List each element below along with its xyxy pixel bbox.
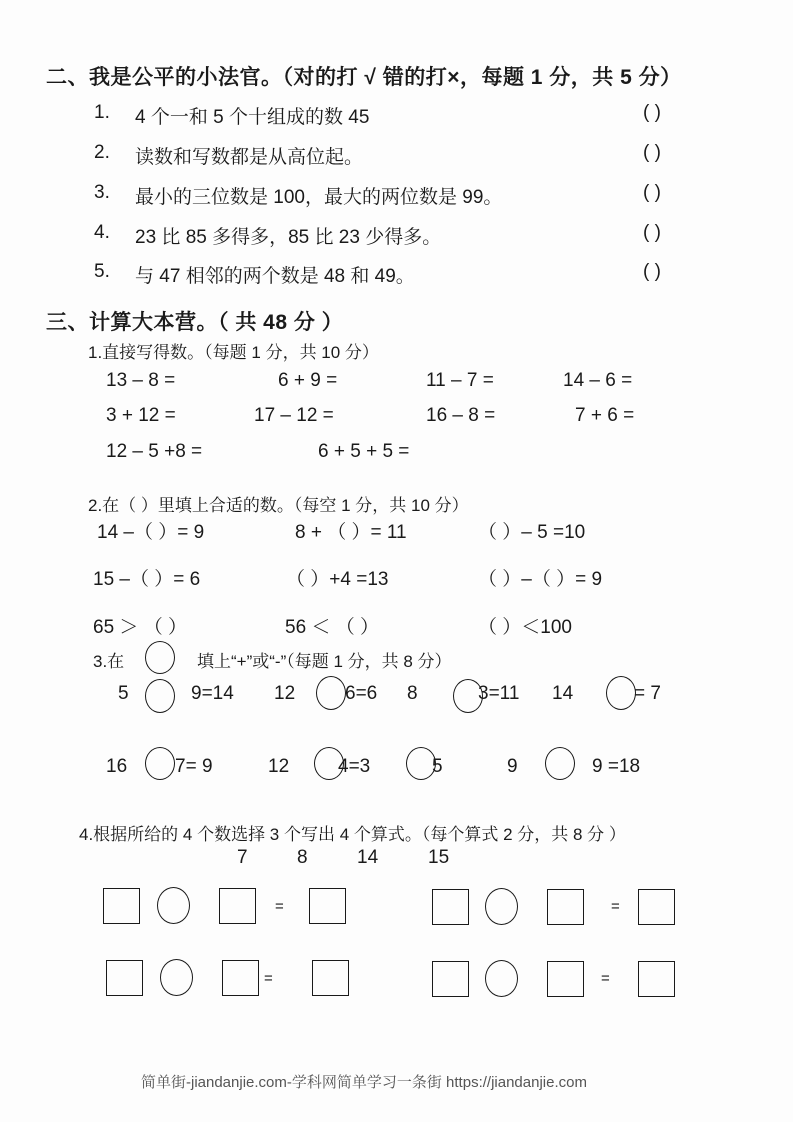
answer-box[interactable] [222, 960, 259, 996]
answer-blank[interactable]: ( ) [643, 222, 661, 243]
fill-equation[interactable]: 14 –（ ）= 9 [97, 522, 205, 543]
operand-right: 9 =18 [592, 756, 641, 777]
answer-blank[interactable]: ( ) [643, 102, 661, 123]
answer-blank[interactable]: ( ) [643, 261, 661, 282]
answer-box[interactable] [432, 889, 469, 925]
answer-box[interactable] [106, 960, 143, 996]
part-3-title-pre: 3.在 [93, 652, 125, 671]
item-text: 23 比 85 多得多，85 比 23 少得多。 [135, 227, 442, 248]
part-2-title: 2.在（ ）里填上合适的数。（每空 1 分，共 10 分） [88, 496, 469, 515]
equation: 6 + 5 + 5 = [318, 441, 410, 462]
operator-circle[interactable] [316, 676, 346, 710]
section-3-title: 三、计算大本营。（ 共 48 分 ） [46, 311, 344, 334]
operand-left: 16 [106, 756, 128, 777]
operator-oval[interactable] [485, 888, 518, 925]
equation: 11 – 7 = [426, 370, 494, 391]
item-number: 1. [94, 102, 110, 123]
equation: 12 – 5 +8 = [106, 441, 203, 462]
given-number: 7 [237, 847, 248, 868]
operand-right: = 7 [634, 683, 661, 704]
operator-circle[interactable] [545, 747, 575, 780]
answer-box[interactable] [103, 888, 140, 924]
answer-box[interactable] [547, 889, 584, 925]
given-number: 15 [428, 847, 450, 868]
item-number: 4. [94, 222, 110, 243]
fill-equation[interactable]: 15 –（ ）= 6 [93, 569, 201, 590]
operator-circle[interactable] [145, 747, 175, 780]
given-number: 14 [357, 847, 379, 868]
operand-right: 6=6 [345, 683, 378, 704]
footer-watermark: 简单街-jiandanjie.com-学科网简单学习一条街 https://jiandanjie.com [141, 1074, 587, 1091]
operand-left: 14 [552, 683, 574, 704]
operand-left: 5 [118, 683, 129, 704]
item-text: 最小的三位数是 100，最大的两位数是 99。 [135, 187, 503, 208]
section-2-title: 二、我是公平的小法官。（对的打 √ 错的打×，每题 1 分，共 5 分） [46, 66, 682, 89]
item-number: 2. [94, 142, 110, 163]
operand-right: 4=3 [338, 756, 371, 777]
operator-oval[interactable] [157, 887, 190, 924]
equation: 13 – 8 = [106, 370, 176, 391]
item-number: 5. [94, 261, 110, 282]
operator-circle[interactable] [606, 676, 636, 710]
fill-equation[interactable]: 65 ＞ （ ） [93, 617, 187, 638]
equation: 14 – 6 = [563, 370, 633, 391]
answer-box[interactable] [432, 961, 469, 997]
fill-equation[interactable]: （ ）–（ ）= 9 [478, 569, 603, 590]
equals-sign: = [611, 898, 620, 915]
fill-equation[interactable]: 8 + （ ）= 11 [295, 522, 407, 543]
operand-left: 12 [274, 683, 296, 704]
fill-equation[interactable]: （ ）+4 =13 [286, 569, 389, 590]
equation: 6 + 9 = [278, 370, 338, 391]
answer-blank[interactable]: ( ) [643, 142, 661, 163]
part-3-title-post: 填上“+”或“-”（每题 1 分，共 8 分） [197, 652, 452, 671]
answer-box[interactable] [547, 961, 584, 997]
operand-left: 12 [268, 756, 290, 777]
answer-box[interactable] [312, 960, 349, 996]
answer-blank[interactable]: ( ) [643, 182, 661, 203]
fill-equation[interactable]: 56 ＜ （ ） [285, 617, 379, 638]
operator-circle[interactable] [145, 679, 175, 713]
answer-box[interactable] [638, 961, 675, 997]
operand-right: 9=14 [191, 683, 234, 704]
equals-sign: = [601, 970, 610, 987]
equation: 16 – 8 = [426, 405, 496, 426]
operand-left: 8 [407, 683, 418, 704]
operand-right: 3=11 [478, 683, 520, 704]
fill-equation[interactable]: （ ）＜100 [478, 617, 572, 638]
given-number: 8 [297, 847, 308, 868]
equals-sign: = [275, 898, 284, 915]
circle-icon [145, 641, 175, 674]
operator-oval[interactable] [160, 959, 193, 996]
item-number: 3. [94, 182, 110, 203]
equation: 17 – 12 = [254, 405, 334, 426]
item-text: 读数和写数都是从高位起。 [135, 147, 364, 168]
answer-box[interactable] [309, 888, 346, 924]
operator-oval[interactable] [485, 960, 518, 997]
operand-right: 7= 9 [175, 756, 213, 777]
part-4-title: 4.根据所给的 4 个数选择 3 个写出 4 个算式。（每个算式 2 分，共 8 分 ） [79, 825, 626, 844]
item-text: 与 47 相邻的两个数是 48 和 49。 [135, 266, 415, 287]
equation: 3 + 12 = [106, 405, 176, 426]
operand-right: 5 [432, 756, 443, 777]
answer-box[interactable] [219, 888, 256, 924]
answer-box[interactable] [638, 889, 675, 925]
fill-equation[interactable]: （ ）– 5 =10 [478, 522, 586, 543]
equation: 7 + 6 = [575, 405, 635, 426]
item-text: 4 个一和 5 个十组成的数 45 [135, 107, 370, 128]
equals-sign: = [264, 970, 273, 987]
operand-left: 9 [507, 756, 518, 777]
part-1-title: 1.直接写得数。（每题 1 分，共 10 分） [88, 343, 379, 362]
